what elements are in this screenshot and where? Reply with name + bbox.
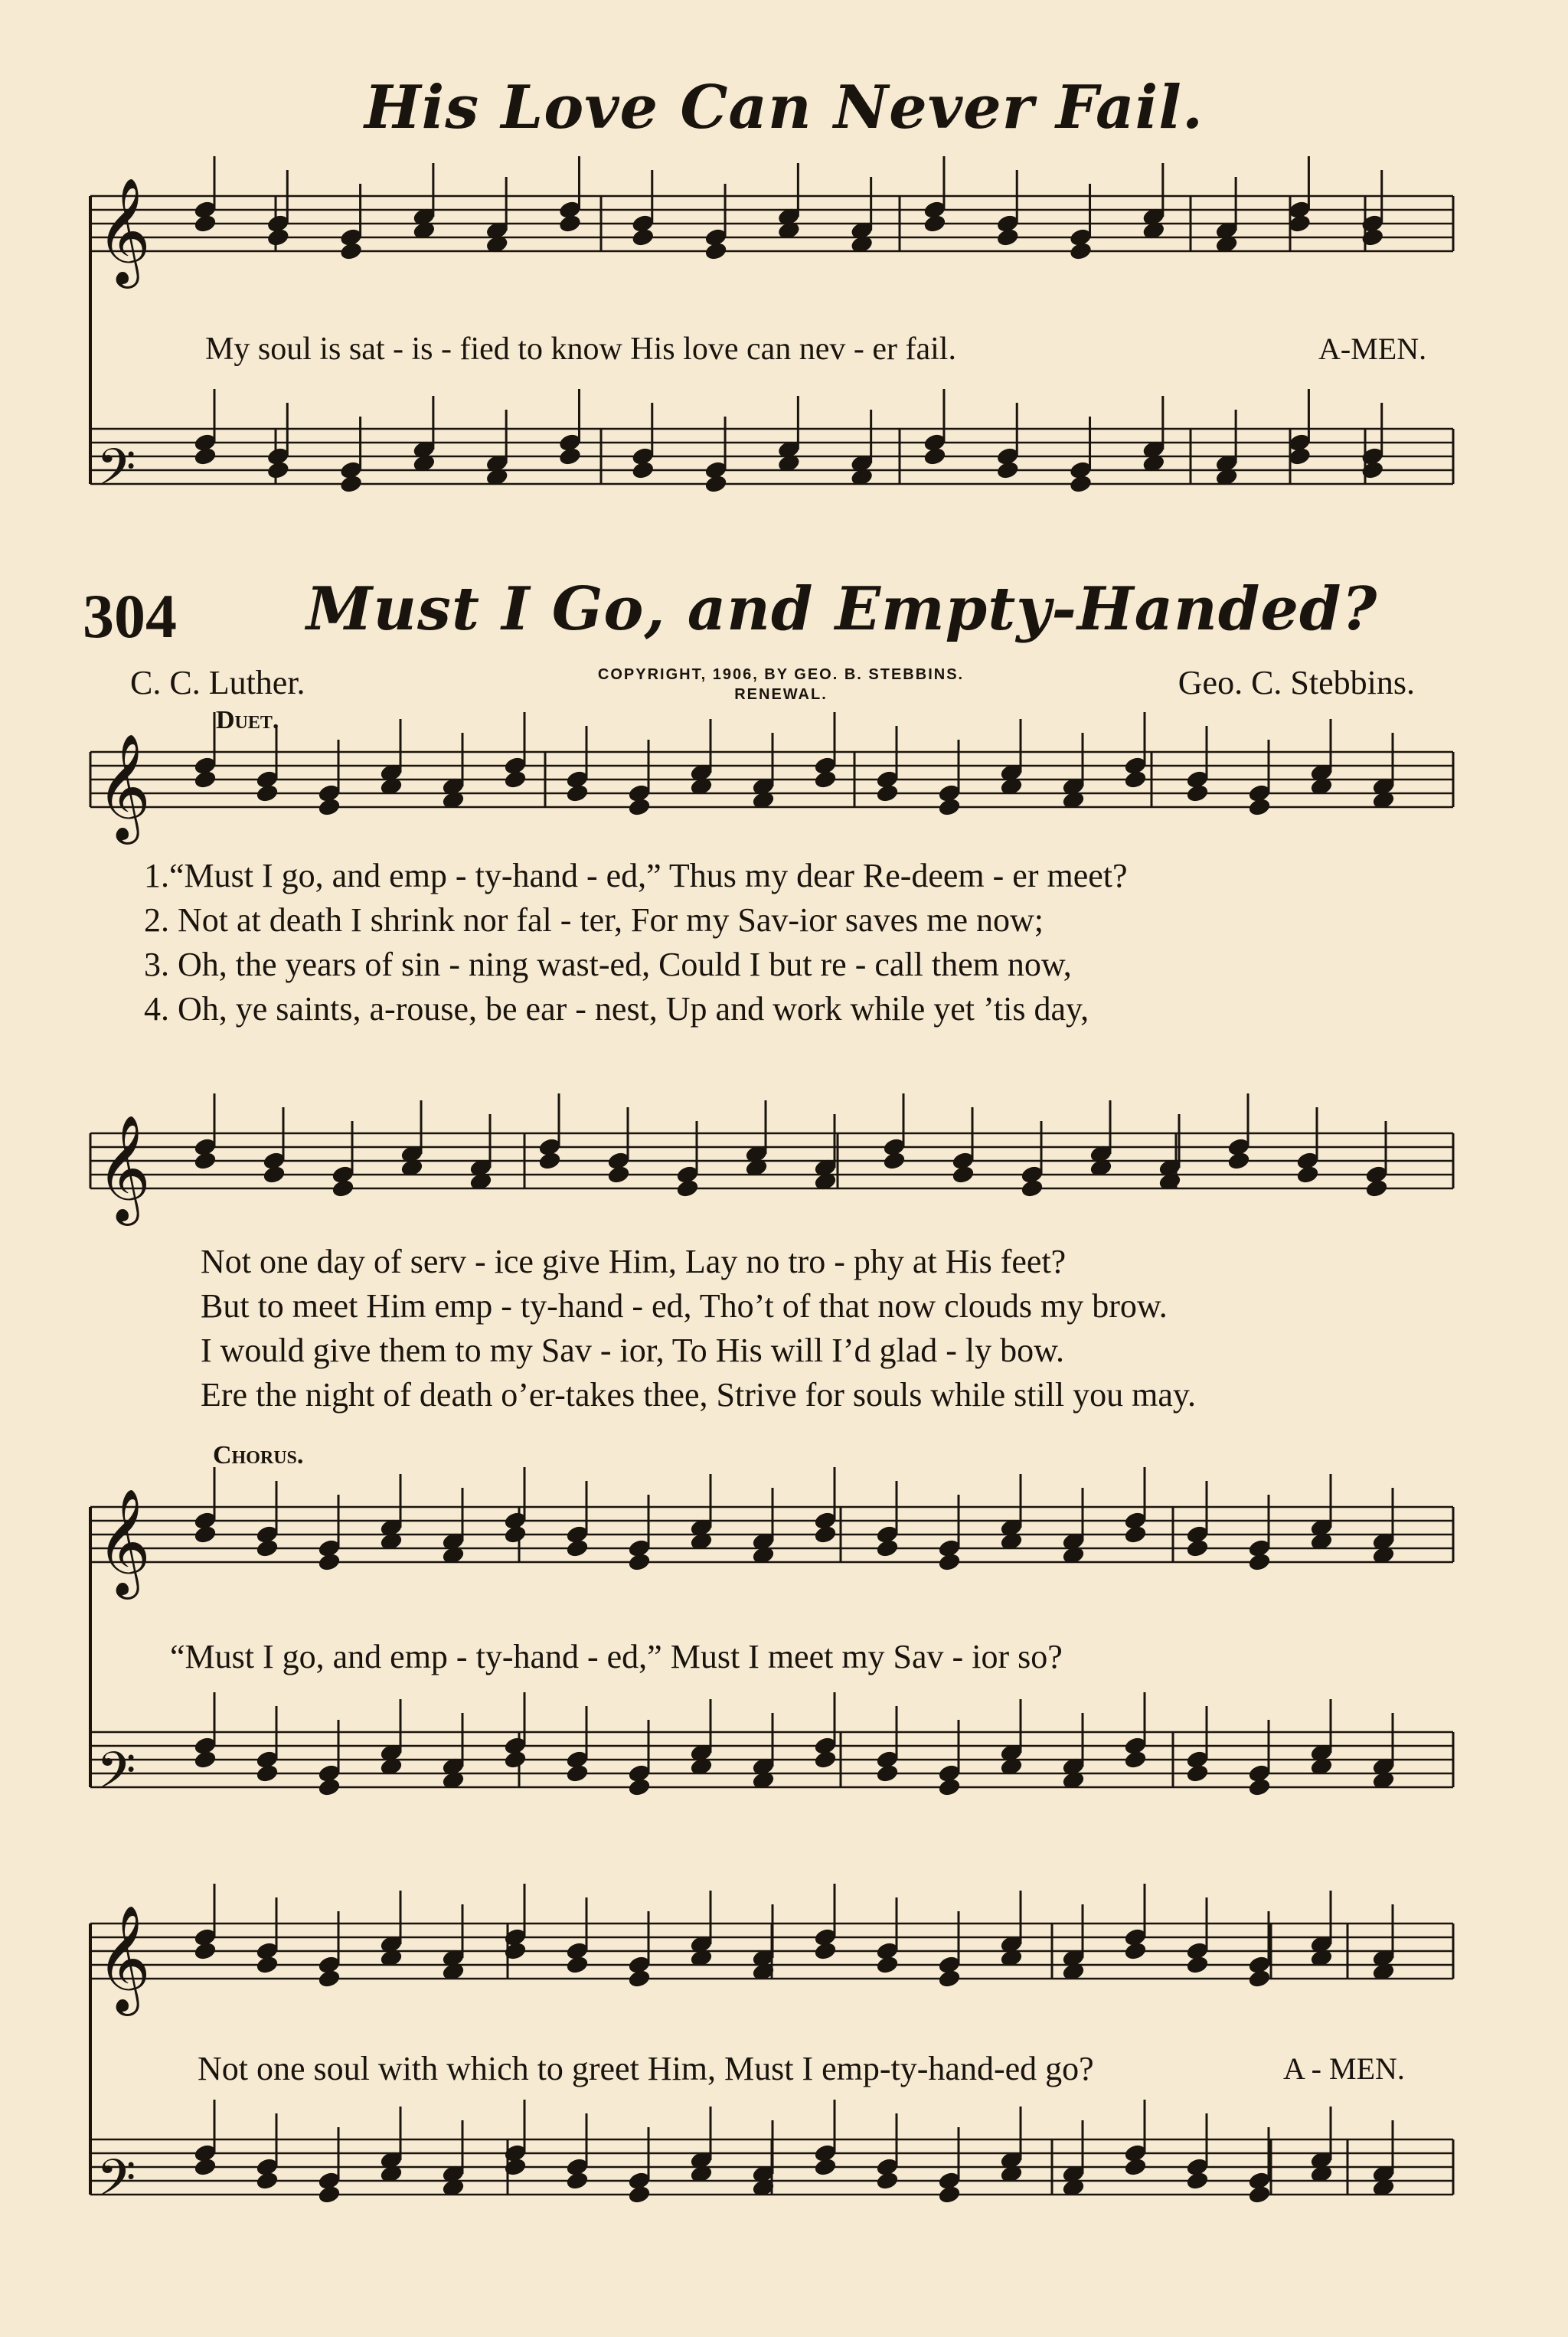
chorus-bass-1-note [1186,1763,1210,1783]
chorus-treble-2-note [1248,1969,1272,1989]
verse-treble-1-note [504,770,528,789]
prev-treble-note [704,241,728,261]
chorus-treble-1-note [876,1538,900,1558]
prev-bass-note [996,460,1020,480]
copyright-line-2: RENEWAL. [734,686,828,703]
prev-bass-note [1288,446,1312,466]
chorus-bass-2-note [1248,2185,1272,2205]
chorus-bass-2-note [876,2171,900,2191]
chorus-treble-1-note [256,1538,279,1558]
verse-treble-2-clef: 𝄞 [96,1115,151,1221]
duet-label: Duet. [216,706,279,734]
prev-bass-note [194,446,217,466]
prev-bass-note [631,460,655,480]
chorus-bass-2-note [1124,2157,1148,2177]
verse-2-line-1: 2. Not at death I shrink nor fal - ter, For my Sav-ior saves me now; [144,901,1044,939]
chorus-amen: A - MEN. [1283,2051,1405,2086]
prev-bass-note [266,460,290,480]
verse-treble-1-note [1186,783,1210,803]
chorus-treble-1-clef: 𝄞 [96,1489,151,1595]
verse-treble-2-note [538,1151,562,1171]
prev-treble-clef: 𝄞 [96,178,151,284]
chorus-bass-2-note [256,2171,279,2191]
chorus-lyric-2: Not one soul with which to greet Him, Must I emp-ty-hand-ed go? [198,2050,1094,2087]
chorus-bass-1-clef: 𝄢 [96,1741,136,1812]
previous-hymn-amen: A-MEN. [1318,332,1427,366]
prev-bass-note [923,446,947,466]
hymn-title: Must I Go, and Empty-Handed? [306,574,1378,644]
chorus-treble-2-clef: 𝄞 [96,1905,151,2012]
prev-treble-note [339,241,363,261]
chorus-bass-1-note [938,1777,962,1797]
chorus-bass-2-note [814,2157,838,2177]
chorus-bass-1-note [1248,1777,1272,1797]
chorus-bass-2-note [1186,2171,1210,2191]
verse-treble-1-note [628,797,652,817]
chorus-treble-2-note [628,1969,652,1989]
prev-treble-note [631,227,655,247]
verse-treble-1-note [256,783,279,803]
chorus-treble-2-note [938,1969,962,1989]
chorus-bass-1-note [628,1777,652,1797]
chorus-bass-1-note [876,1763,900,1783]
verse-treble-1-note [194,770,217,789]
chorus-treble-1-note [504,1525,528,1544]
chorus-label: Chorus. [213,1441,304,1469]
chorus-treble-2-note [256,1955,279,1975]
chorus-bass-1-note [566,1763,590,1783]
chorus-bass-1-note [1124,1750,1148,1770]
prev-treble-note [266,227,290,247]
prev-treble-note [923,214,947,234]
prev-bass-note [339,474,363,494]
chorus-treble-1-note [318,1552,341,1572]
chorus-treble-2-note [1186,1955,1210,1975]
chorus-bass-1-note [318,1777,341,1797]
verse-treble-1-clef: 𝄞 [96,734,151,840]
prev-bass-clef: 𝄢 [96,438,136,509]
verse-treble-2-note [676,1178,700,1198]
hymn-number: 304 [83,581,177,651]
chorus-treble-2-note [876,1955,900,1975]
prev-treble-note [996,227,1020,247]
chorus-treble-2-note [194,1941,217,1961]
chorus-bass-1-note [256,1763,279,1783]
verse-treble-1-note [876,783,900,803]
chorus-treble-2-note [1124,1941,1148,1961]
chorus-treble-1-note [194,1525,217,1544]
prev-treble-note [1069,241,1093,261]
verse-treble-2-note [332,1178,355,1198]
chorus-treble-1-note [1248,1552,1272,1572]
verse-treble-2-note [1227,1151,1251,1171]
verse-4-line-1: 4. Oh, ye saints, a-rouse, be ear - nest, Up and work while yet ’tis day, [144,990,1089,1028]
chorus-treble-1-note [938,1552,962,1572]
verse-3-line-2: I would give them to my Sav - ior, To His will I’d glad - ly bow. [201,1332,1065,1369]
verse-1-line-1: 1.“Must I go, and emp - ty-hand - ed,” Thus my dear Re-deem - er meet? [144,857,1128,894]
verse-3-line-1: 3. Oh, the years of sin - ning wast-ed, Could I but re - call them now, [144,946,1072,983]
chorus-treble-1-note [1124,1525,1148,1544]
chorus-bass-2-note [194,2157,217,2177]
prev-treble-note [1288,214,1312,234]
chorus-bass-1-note [814,1750,838,1770]
chorus-treble-2-note [814,1941,838,1961]
composer-credit: Geo. C. Stebbins. [1178,664,1415,701]
chorus-treble-2-note [566,1955,590,1975]
verse-2-line-2: But to meet Him emp - ty-hand - ed, Tho’t of that now clouds my brow. [201,1287,1168,1325]
verse-treble-2-note [883,1151,906,1171]
prev-treble-note [558,214,582,234]
verse-1-line-2: Not one day of serv - ice give Him, Lay no tro - phy at His feet? [201,1243,1067,1280]
chorus-bass-1-note [504,1750,528,1770]
chorus-bass-2-note [318,2185,341,2205]
chorus-bass-2-note [628,2185,652,2205]
verse-treble-1-note [938,797,962,817]
verse-4-line-2: Ere the night of death o’er-takes thee, Strive for souls while still you may. [201,1376,1197,1414]
chorus-treble-1-note [628,1552,652,1572]
chorus-bass-2-note [566,2171,590,2191]
verse-treble-1-note [814,770,838,789]
prev-bass-note [704,474,728,494]
prev-bass-note [1069,474,1093,494]
chorus-treble-2-note [318,1969,341,1989]
previous-hymn-title: His Love Can Never Fail. [364,73,1204,142]
chorus-bass-2-note [938,2185,962,2205]
copyright-line-1: COPYRIGHT, 1906, BY GEO. B. STEBBINS. [597,666,965,683]
chorus-bass-2-clef: 𝄢 [96,2149,136,2220]
previous-hymn-lyric: My soul is sat - is - fied to know His love can nev - er fail. [205,332,956,367]
verse-treble-1-note [566,783,590,803]
chorus-bass-1-note [194,1750,217,1770]
verse-treble-1-note [1248,797,1272,817]
verse-treble-2-note [1296,1165,1320,1185]
prev-treble-note [194,214,217,234]
verse-treble-2-note [263,1165,286,1185]
verse-treble-2-note [194,1151,217,1171]
author-credit: C. C. Luther. [130,664,305,701]
verse-treble-2-note [607,1165,631,1185]
chorus-treble-1-note [1186,1538,1210,1558]
chorus-lyric-1: “Must I go, and emp - ty-hand - ed,” Must I meet my Sav - ior so? [170,1638,1063,1675]
verse-treble-2-note [1021,1178,1044,1198]
verse-treble-2-note [1365,1178,1389,1198]
chorus-treble-1-note [814,1525,838,1544]
verse-treble-1-note [318,797,341,817]
chorus-treble-1-note [566,1538,590,1558]
verse-treble-2-note [952,1165,975,1185]
prev-bass-note [558,446,582,466]
verse-treble-1-note [1124,770,1148,789]
